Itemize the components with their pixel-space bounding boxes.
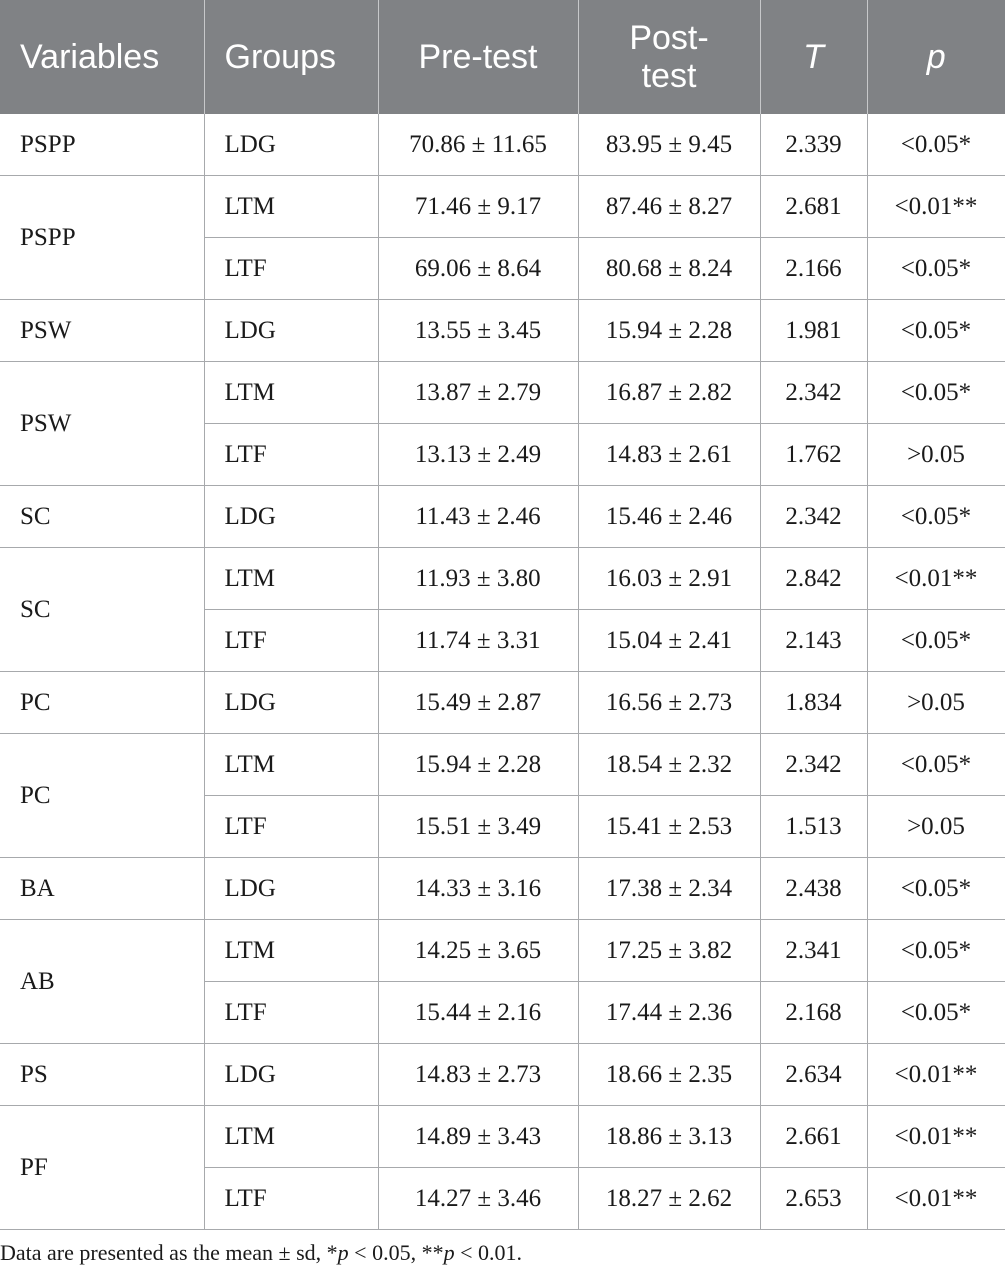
- cell-variable: AB: [0, 920, 204, 1044]
- cell-post-test: 18.66 ± 2.35: [578, 1044, 760, 1106]
- cell-t: 2.438: [760, 858, 867, 920]
- table-row: [0, 362, 1005, 424]
- cell-group: LDG: [204, 486, 378, 548]
- cell-post-test: 15.04 ± 2.41: [578, 610, 760, 672]
- cell-group: LDG: [204, 1044, 378, 1106]
- cell-p: <0.01**: [867, 176, 1005, 238]
- cell-pre-test: 11.43 ± 2.46: [378, 486, 578, 548]
- cell-post-test: 87.46 ± 8.27: [578, 176, 760, 238]
- cell-variable: PC: [0, 734, 204, 858]
- cell-t: 2.339: [760, 114, 867, 176]
- cell-pre-test: 70.86 ± 11.65: [378, 114, 578, 176]
- cell-variable: PF: [0, 1106, 204, 1230]
- cell-group: LTM: [204, 920, 378, 982]
- cell-p: >0.05: [867, 796, 1005, 858]
- cell-pre-test: 14.33 ± 3.16: [378, 858, 578, 920]
- cell-pre-test: 13.13 ± 2.49: [378, 424, 578, 486]
- cell-pre-test: 13.87 ± 2.79: [378, 362, 578, 424]
- header-t: T: [760, 0, 867, 114]
- table-row: [0, 1044, 1005, 1106]
- cell-p: <0.05*: [867, 610, 1005, 672]
- cell-post-test: 18.54 ± 2.32: [578, 734, 760, 796]
- header-pre-test: Pre-test: [378, 0, 578, 114]
- cell-t: 1.513: [760, 796, 867, 858]
- cell-variable: SC: [0, 486, 204, 548]
- cell-p: <0.01**: [867, 548, 1005, 610]
- cell-p: <0.01**: [867, 1168, 1005, 1230]
- cell-pre-test: 15.51 ± 3.49: [378, 796, 578, 858]
- cell-group: LTF: [204, 424, 378, 486]
- cell-p: <0.05*: [867, 982, 1005, 1044]
- cell-pre-test: 14.25 ± 3.65: [378, 920, 578, 982]
- cell-post-test: 83.95 ± 9.45: [578, 114, 760, 176]
- cell-pre-test: 71.46 ± 9.17: [378, 176, 578, 238]
- table-row: [0, 1106, 1005, 1168]
- cell-post-test: 17.25 ± 3.82: [578, 920, 760, 982]
- cell-t: 2.342: [760, 734, 867, 796]
- table-row: [0, 858, 1005, 920]
- table-row: [0, 548, 1005, 610]
- cell-post-test: 16.87 ± 2.82: [578, 362, 760, 424]
- cell-variable: PSPP: [0, 176, 204, 300]
- cell-pre-test: 69.06 ± 8.64: [378, 238, 578, 300]
- table-row: [0, 672, 1005, 734]
- cell-t: 2.653: [760, 1168, 867, 1230]
- header-p: p: [867, 0, 1005, 114]
- table-row: [0, 734, 1005, 796]
- cell-p: <0.05*: [867, 486, 1005, 548]
- cell-variable: PSPP: [0, 114, 204, 176]
- cell-p: <0.01**: [867, 1044, 1005, 1106]
- cell-t: 2.681: [760, 176, 867, 238]
- cell-post-test: 15.41 ± 2.53: [578, 796, 760, 858]
- table-body: [0, 114, 1005, 1230]
- cell-p: <0.05*: [867, 734, 1005, 796]
- cell-variable: BA: [0, 858, 204, 920]
- cell-p: <0.05*: [867, 114, 1005, 176]
- cell-post-test: 17.38 ± 2.34: [578, 858, 760, 920]
- cell-post-test: 18.27 ± 2.62: [578, 1168, 760, 1230]
- cell-group: LTM: [204, 362, 378, 424]
- cell-pre-test: 11.74 ± 3.31: [378, 610, 578, 672]
- cell-group: LDG: [204, 672, 378, 734]
- cell-p: >0.05: [867, 424, 1005, 486]
- cell-group: LTF: [204, 982, 378, 1044]
- cell-pre-test: 15.44 ± 2.16: [378, 982, 578, 1044]
- cell-group: LTM: [204, 548, 378, 610]
- table-row: [0, 176, 1005, 238]
- cell-t: 1.834: [760, 672, 867, 734]
- cell-pre-test: 13.55 ± 3.45: [378, 300, 578, 362]
- cell-t: 2.143: [760, 610, 867, 672]
- cell-p: <0.05*: [867, 858, 1005, 920]
- header-post-test: Post- test: [578, 0, 760, 114]
- header-row: [0, 0, 1005, 114]
- cell-variable: PSW: [0, 362, 204, 486]
- cell-post-test: 80.68 ± 8.24: [578, 238, 760, 300]
- table-row: [0, 300, 1005, 362]
- cell-post-test: 16.03 ± 2.91: [578, 548, 760, 610]
- cell-t: 2.168: [760, 982, 867, 1044]
- cell-group: LTM: [204, 734, 378, 796]
- cell-pre-test: 11.93 ± 3.80: [378, 548, 578, 610]
- cell-group: LTF: [204, 796, 378, 858]
- cell-group: LTF: [204, 610, 378, 672]
- cell-p: <0.01**: [867, 1106, 1005, 1168]
- cell-t: 1.981: [760, 300, 867, 362]
- table-row: [0, 920, 1005, 982]
- cell-group: LTF: [204, 238, 378, 300]
- cell-variable: PC: [0, 672, 204, 734]
- cell-group: LDG: [204, 114, 378, 176]
- cell-group: LTF: [204, 1168, 378, 1230]
- cell-p: <0.05*: [867, 920, 1005, 982]
- cell-t: 2.661: [760, 1106, 867, 1168]
- table-row: [0, 486, 1005, 548]
- cell-group: LTM: [204, 1106, 378, 1168]
- cell-p: <0.05*: [867, 238, 1005, 300]
- header-variables: Variables: [0, 0, 204, 114]
- cell-post-test: 17.44 ± 2.36: [578, 982, 760, 1044]
- header-groups: Groups: [204, 0, 378, 114]
- cell-pre-test: 14.89 ± 3.43: [378, 1106, 578, 1168]
- cell-p: >0.05: [867, 672, 1005, 734]
- cell-variable: SC: [0, 548, 204, 672]
- table-header: [0, 0, 1005, 114]
- cell-pre-test: 15.49 ± 2.87: [378, 672, 578, 734]
- cell-t: 2.842: [760, 548, 867, 610]
- cell-pre-test: 14.27 ± 3.46: [378, 1168, 578, 1230]
- cell-group: LTM: [204, 176, 378, 238]
- cell-t: 2.341: [760, 920, 867, 982]
- cell-t: 2.342: [760, 486, 867, 548]
- cell-post-test: 16.56 ± 2.73: [578, 672, 760, 734]
- cell-group: LDG: [204, 858, 378, 920]
- cell-t: 2.342: [760, 362, 867, 424]
- cell-post-test: 15.94 ± 2.28: [578, 300, 760, 362]
- table-footnote: Data are presented as the mean ± sd, *p < 0.05, **p < 0.01.: [0, 1240, 523, 1265]
- cell-t: 1.762: [760, 424, 867, 486]
- cell-pre-test: 15.94 ± 2.28: [378, 734, 578, 796]
- cell-post-test: 18.86 ± 3.13: [578, 1106, 760, 1168]
- cell-post-test: 14.83 ± 2.61: [578, 424, 760, 486]
- cell-t: 2.166: [760, 238, 867, 300]
- cell-variable: PSW: [0, 300, 204, 362]
- cell-variable: PS: [0, 1044, 204, 1106]
- cell-pre-test: 14.83 ± 2.73: [378, 1044, 578, 1106]
- cell-p: <0.05*: [867, 300, 1005, 362]
- table-row: [0, 114, 1005, 176]
- cell-p: <0.05*: [867, 362, 1005, 424]
- cell-t: 2.634: [760, 1044, 867, 1106]
- cell-group: LDG: [204, 300, 378, 362]
- cell-post-test: 15.46 ± 2.46: [578, 486, 760, 548]
